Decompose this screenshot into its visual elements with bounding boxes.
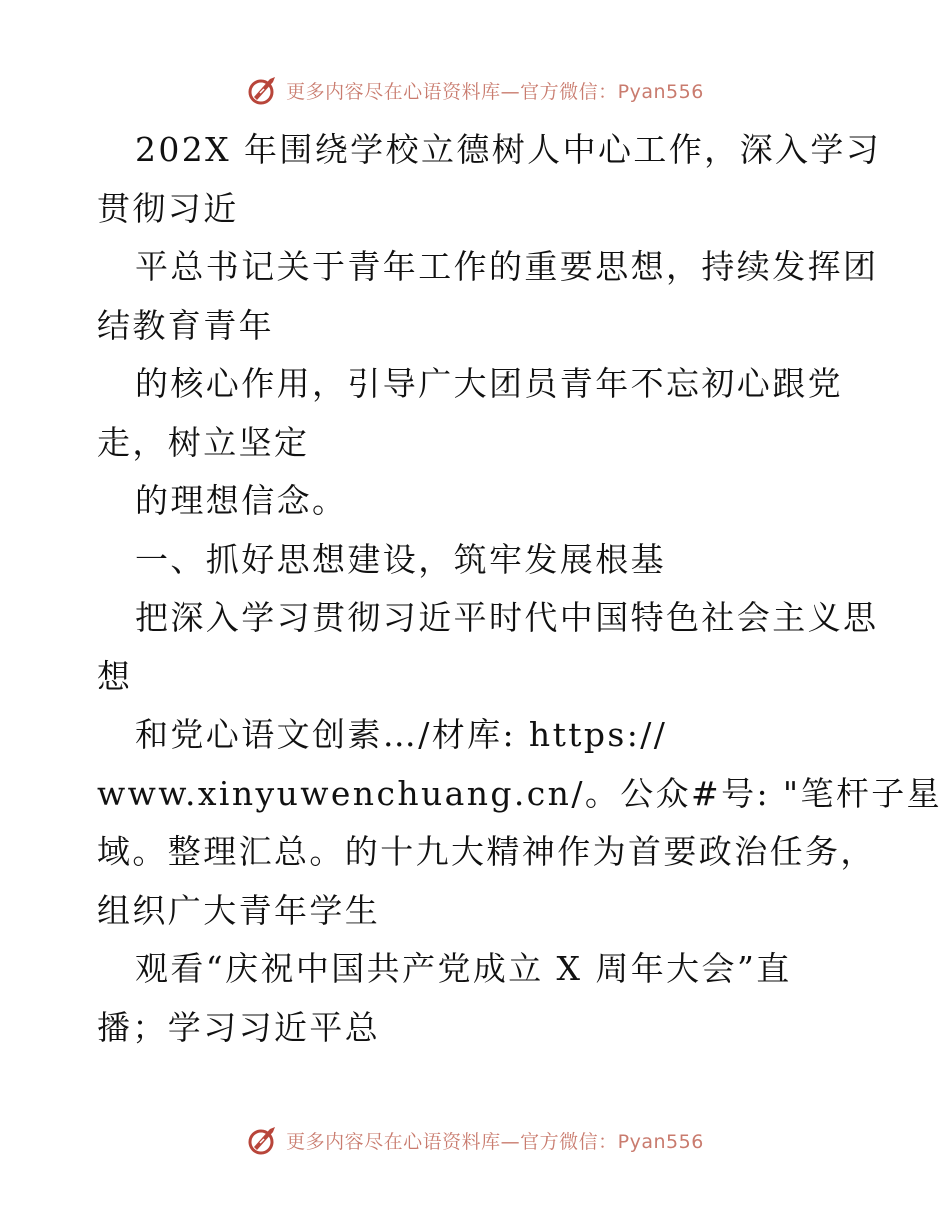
text-line: 贯彻习近 [97, 188, 239, 228]
header-banner [0, 70, 950, 110]
text-line: 的理想信念。 [135, 481, 348, 520]
banner-text: 更多内容尽在心语资料库—官方微信：Pyan556 [286, 1130, 704, 1153]
document-body [97, 121, 943, 1057]
quill-seal-icon [246, 1123, 280, 1157]
text-line: www.xinyuwenchuang.cn/。公众#号: "笔杆子星 [97, 773, 943, 813]
text-line: 想 [97, 656, 133, 696]
footer-banner [0, 1120, 950, 1160]
text-line: 播；学习习近平总 [97, 1007, 381, 1047]
text-line: 平总书记关于青年工作的重要思想，持续发挥团 [135, 247, 879, 286]
text-line: 把深入学习贯彻习近平时代中国特色社会主义思 [135, 598, 879, 637]
text-line: 结教育青年 [97, 305, 274, 345]
quill-seal-icon [246, 73, 280, 107]
text-line: 走，树立坚定 [97, 422, 310, 462]
text-line: 和党心语文创素…/材库: https:// [135, 715, 668, 754]
text-line: 202X 年围绕学校立德树人中心工作，深入学习 [135, 130, 882, 169]
text-line: 的核心作用，引导广大团员青年不忘初心跟党 [135, 364, 843, 403]
text-line: 观看“庆祝中国共产党成立 X 周年大会”直 [135, 949, 792, 988]
banner-text: 更多内容尽在心语资料库—官方微信：Pyan556 [286, 80, 704, 103]
text-line: 域。整理汇总。的十九大精神作为首要政治任务， [97, 832, 876, 871]
text-line: 组织广大青年学生 [97, 890, 381, 930]
section-heading: 一、抓好思想建设，筑牢发展根基 [135, 539, 666, 579]
